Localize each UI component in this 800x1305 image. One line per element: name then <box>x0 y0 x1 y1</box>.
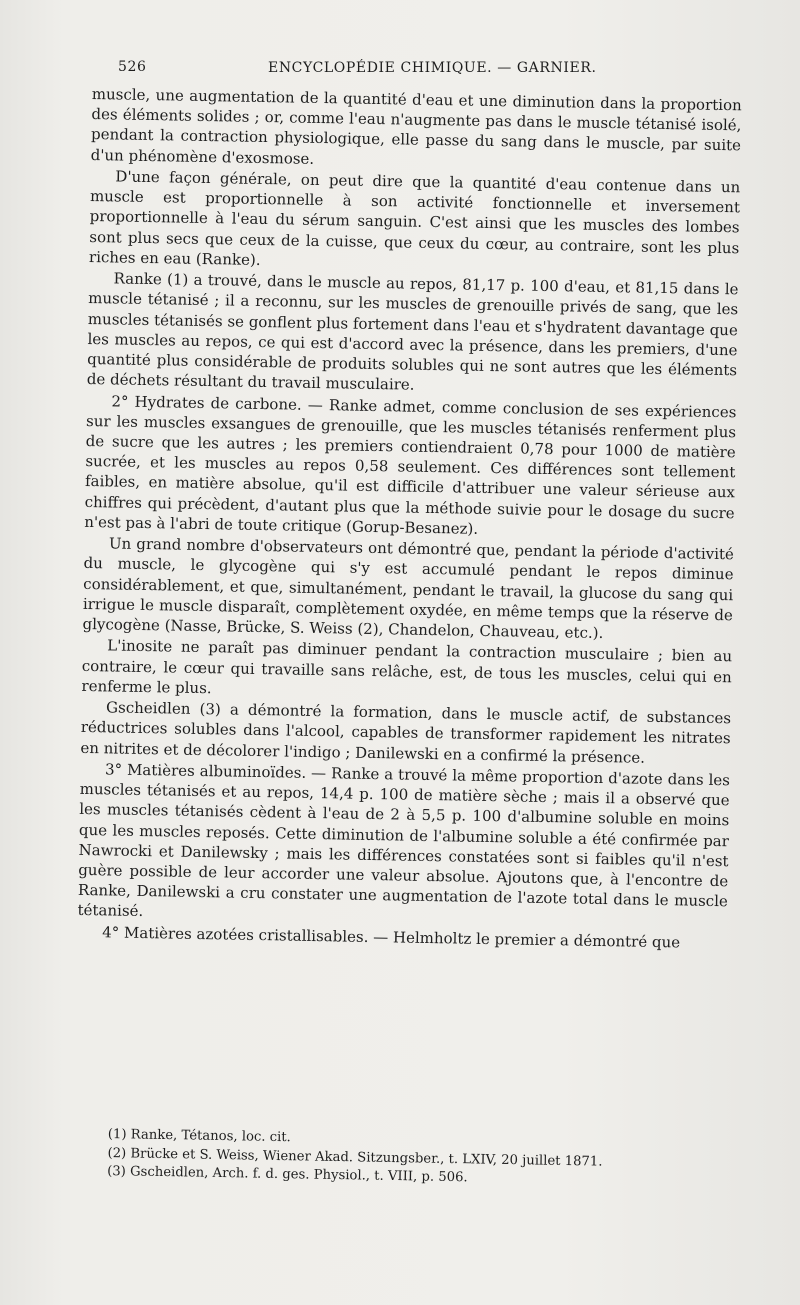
paragraph: Gscheidlen (3) a démontré la formation, dans le muscle actif, de substances réductrices solubles dans l'alcool, capables de transformer rapidement les nitrates en nitrites et de décolorer l'indigo ; Danilewski en a confirmé la présence. <box>80 698 732 767</box>
paragraph: Un grand nombre d'observateurs ont démontré que, pendant la période d'activité du muscle, le glycogène qui s'y est accumulé pendant le repos diminue considérablement, et que, simultanément, pendant le travail, la glucose du sang qui irrigue le muscle disparaît, complètement oxydée, en même temps que la réserve de glycogène (Nasse, Brücke, S. Weiss (2), Chandelon, Chauveau, etc.). <box>82 534 735 643</box>
paragraph: L'inosite ne paraît pas diminuer pendant la contraction musculaire ; bien au contraire, le cœur qui travaille sans relâche, est, de tous les muscles, celui qui en renferme le plus. <box>81 636 733 698</box>
paragraph: 4° Matières azotées cristallisables. — Helmholtz le premier a démontré que <box>102 923 681 952</box>
page-number: 526 <box>118 59 147 75</box>
paragraph: muscle, une augmentation de la quantité d'eau et une diminution dans la proportion des éléments solides ; or, comme l'eau n'augmente pas dans le muscle tétanisé isolé, pendant la contraction physiologique, elle passe du sang dans le muscle, par suite d'un phénomène d'exosmose. <box>90 84 742 168</box>
footnotes <box>107 1126 748 1193</box>
paragraph: 2° Hydrates de carbone. — Ranke admet, comme conclusion de ses expériences sur les muscles exsangues de grenouille, que les muscles tétanisés renferment plus de sucre que les autres ; les premiers contiendraient 0,78 pour 1000 de matière sucrée, et les muscles au repos 0,58 seulement. Ces différences sont tellement faibles, en matière absolue, qu'il est difficile d'attribuer une valeur sérieuse aux chiffres qui précèdent, d'autant plus que la méthode suivie pour le dosage du sucre n'est pas à l'abri de toute critique (Gorup-Besanez). <box>84 391 737 538</box>
paragraph: 3° Matières albuminoïdes. — Ranke a trouvé la même proportion d'azote dans les muscles tétanisés et au repos, 14,4 p. 100 de matière sèche ; mais il a observé que les muscles tétanisés cèdent à l'eau de 2 à 5,5 p. 100 d'albumine soluble en moins que les muscles reposés. Cette diminution de l'albumine soluble a été confirmée par Nawrocki et Danilewsky ; mais les différences constatées sont si faibles qu'il n'est guère possible de leur accorder une valeur absolue. Ajoutons que, à l'encontre de Ranke, Danilewski a cru constater une augmentation de l'azote total dans le muscle tétanisé. <box>77 760 731 921</box>
footnote: (1) Ranke, Tétanos, loc. cit. <box>107 1126 291 1146</box>
paragraph: D'une façon générale, on peut dire que la quantité d'eau contenue dans un muscle est proportionnelle à son activité fonctionnelle et inversement proportionnelle à l'eau du sérum sanguin. C'est ainsi que les muscles des lombes sont plus secs que ceux de la cuisse, que ceux du cœur, au contraire, sont les plus riches en eau (Ranke). <box>88 167 741 269</box>
page-header <box>118 55 740 83</box>
footnote: (3) Gscheidlen, Arch. f. d. ges. Physiol., t. VIII, p. 506. <box>107 1164 468 1186</box>
running-head: ENCYCLOPÉDIE CHIMIQUE. — GARNIER. <box>268 60 597 76</box>
footnote: (2) Brücke et S. Weiss, Wiener Akad. Sitzungsber., t. LXIV, 20 juillet 1871. <box>107 1145 603 1170</box>
body-text <box>77 84 742 954</box>
paragraph: Ranke (1) a trouvé, dans le muscle au repos, 81,17 p. 100 d'eau, et 81,15 dans le muscle tétanisé ; il a reconnu, sur les muscles de grenouille privés de sang, que les muscles tétanisés se gonflent plus fortement dans l'eau et s'hydratent davantage que les muscles au repos, ce qui est d'accord avec la présence, dans les premiers, d'une quantité plus considérable de produits solubles qui ne sont autres que les éléments de déchets résultant du travail musculaire. <box>86 269 739 394</box>
